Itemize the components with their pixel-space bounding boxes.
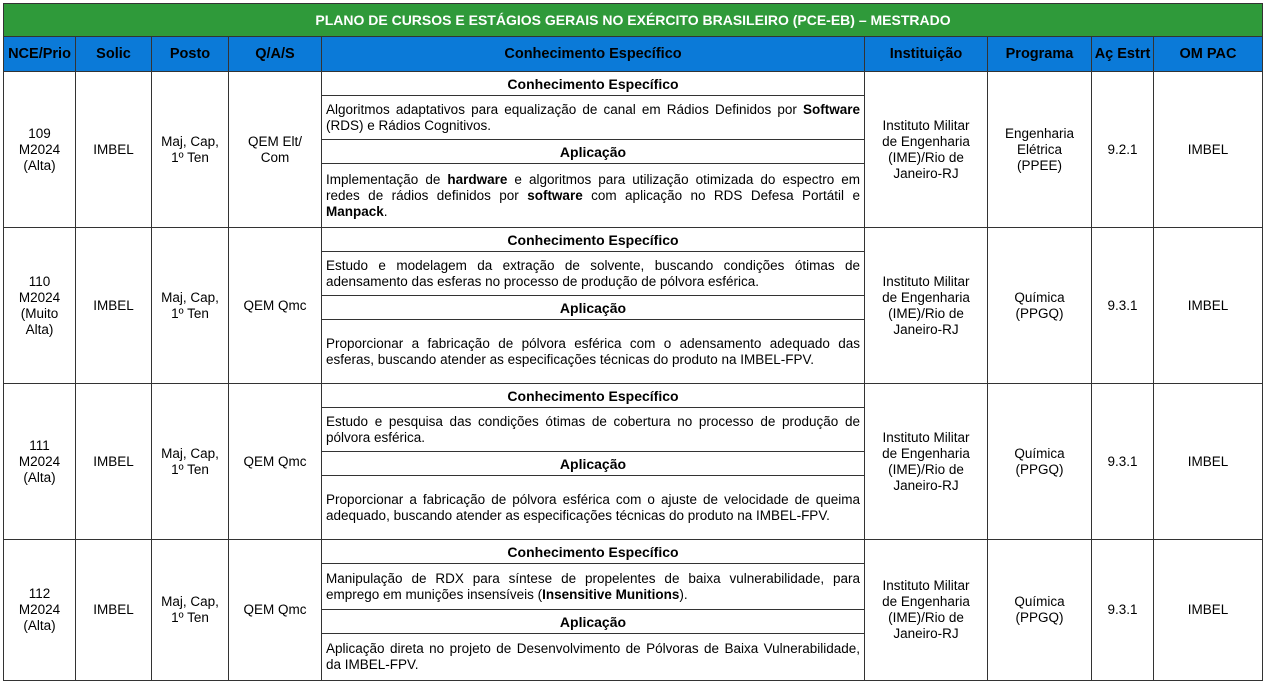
ac-estrt-cell-text: 9.3.1 [1107,453,1138,469]
application-text-body [326,492,860,524]
application-text [322,634,864,679]
knowledge-text [322,564,864,610]
programa-cell-text: Química (PPGQ) [1014,289,1065,321]
posto-cell [152,540,229,680]
nce-prio-cell [4,72,76,227]
solic-cell-text: IMBEL [93,297,134,313]
header-ac-estrt: Aç Estrt [1092,37,1154,72]
om-pac-cell-text: IMBEL [1187,297,1229,313]
knowledge-text [322,408,864,452]
programa-cell [988,228,1092,383]
application-subheader: Aplicação [322,140,864,164]
posto-cell-text: Maj, Cap, 1º Ten [161,594,219,625]
application-text [322,476,864,539]
emphasized-term: Manpack [326,203,384,219]
text-fragment: Implementação de [326,171,448,187]
solic-cell [76,72,152,227]
knowledge-text [322,252,864,296]
knowledge-subheader: Conhecimento Específico [322,384,864,408]
text-fragment: . [383,203,388,219]
text-fragment: Estudo e modelagem da extração de solvente, buscando condições ótimas de adensamento das esferas no processo de produção de pólvora esférica. [326,257,860,289]
text-fragment: Manipulação de RDX para síntese de propelentes de baixa vulnerabilidade, para emprego em munições insensíveis ( [326,570,860,602]
course-plan-table [3,3,1263,681]
posto-cell [152,72,229,227]
instituicao-cell [865,384,988,539]
table-row [4,72,1262,228]
text-fragment: Estudo e pesquisa das condições ótimas de cobertura no processo de produção de pólvora esférica. [326,413,860,445]
application-text-body [326,336,860,368]
nce-prio-cell-text: 109 M2024 (Alta) [18,125,61,173]
ac-estrt-cell [1092,72,1154,227]
solic-cell [76,540,152,680]
instituicao-cell [865,228,988,383]
text-fragment: (RDS) e Rádios Cognitivos. [326,117,492,133]
emphasized-term: Insensitive Munitions [542,586,680,602]
om-pac-cell-text: IMBEL [1187,453,1229,469]
posto-cell-text: Maj, Cap, 1º Ten [161,133,219,165]
header-posto: Posto [152,37,229,72]
text-fragment: com aplicação no RDS Defesa Portátil e [582,187,860,203]
knowledge-column [322,540,865,680]
ac-estrt-cell-text: 9.3.1 [1107,297,1138,313]
qas-cell [229,72,322,227]
instituicao-cell [865,72,988,227]
solic-cell [76,228,152,383]
application-text-body [326,172,860,220]
header-qas: Q/A/S [229,37,322,72]
table-row [4,384,1262,540]
knowledge-column [322,384,865,539]
ac-estrt-cell [1092,540,1154,680]
posto-cell-text: Maj, Cap, 1º Ten [161,445,219,477]
qas-cell [229,540,322,680]
emphasized-term: software [527,187,583,203]
text-fragment: ). [679,586,688,602]
nce-prio-cell [4,228,76,383]
qas-cell-text: QEM Qmc [243,297,307,313]
om-pac-cell-text: IMBEL [1187,602,1229,617]
qas-cell-text: QEM Qmc [243,602,307,617]
om-pac-cell [1154,72,1262,227]
nce-prio-cell [4,540,76,680]
text-fragment: e algoritmos para utilização otimizada do espectro em redes de rádios definidos por [326,171,860,203]
qas-cell [229,384,322,539]
knowledge-subheader: Conhecimento Específico [322,540,864,564]
posto-cell-text: Maj, Cap, 1º Ten [161,289,219,321]
solic-cell-text: IMBEL [93,141,134,157]
programa-cell-text: Química (PPGQ) [1014,594,1065,625]
header-instituicao: Instituição [865,37,988,72]
nce-prio-cell [4,384,76,539]
instituicao-cell-text: Instituto Militar de Engenharia (IME)/Rio de Janeiro-RJ [882,273,970,337]
om-pac-cell [1154,228,1262,383]
programa-cell [988,384,1092,539]
knowledge-text-body [326,571,860,603]
application-text [322,164,864,227]
ac-estrt-cell-text: 9.2.1 [1107,141,1138,157]
header-om-pac: OM PAC [1154,37,1262,72]
ac-estrt-cell [1092,228,1154,383]
nce-prio-cell-text: 111 M2024 (Alta) [18,437,61,485]
knowledge-subheader: Conhecimento Específico [322,72,864,96]
text-fragment: Aplicação direta no projeto de Desenvolvimento de Pólvoras de Baixa Vulnerabilidade, da IMBEL-FPV. [326,640,860,672]
programa-cell [988,72,1092,227]
instituicao-cell-text: Instituto Militar de Engenharia (IME)/Rio de Janeiro-RJ [882,429,970,493]
posto-cell [152,384,229,539]
posto-cell [152,228,229,383]
knowledge-text-body [326,102,860,134]
text-fragment: Proporcionar a fabricação de pólvora esférica com o ajuste de velocidade de queima adequado, buscando atender as especificações técnicas do produto na IMBEL-FPV. [326,491,860,523]
emphasized-term: Software [802,101,860,117]
knowledge-text-body [326,414,860,446]
programa-cell-text: Engenharia Elétrica (PPEE) [1004,125,1075,173]
header-programa: Programa [988,37,1092,72]
qas-cell-text: QEM Qmc [243,453,307,469]
text-fragment: Algoritmos adaptativos para equalização de canal em Rádios Definidos por [326,101,803,117]
knowledge-subheader: Conhecimento Específico [322,228,864,252]
ac-estrt-cell-text: 9.3.1 [1107,602,1138,617]
application-subheader: Aplicação [322,296,864,320]
solic-cell-text: IMBEL [93,602,134,617]
solic-cell-text: IMBEL [93,453,134,469]
om-pac-cell [1154,384,1262,539]
nce-prio-cell-text: 112 M2024 (Alta) [18,586,61,633]
programa-cell [988,540,1092,680]
knowledge-text-body [326,258,860,290]
qas-cell-text: QEM Elt/ Com [247,133,302,165]
table-title: PLANO DE CURSOS E ESTÁGIOS GERAIS NO EXÉRCITO BRASILEIRO (PCE-EB) – MESTRADO [4,4,1262,37]
instituicao-cell-text: Instituto Militar de Engenharia (IME)/Rio de Janeiro-RJ [882,117,970,181]
solic-cell [76,384,152,539]
header-conhecimento: Conhecimento Específico [322,37,865,72]
instituicao-cell-text: Instituto Militar de Engenharia (IME)/Rio de Janeiro-RJ [882,578,970,641]
table-row [4,228,1262,384]
om-pac-cell [1154,540,1262,680]
header-solic: Solic [76,37,152,72]
table-row [4,540,1262,680]
nce-prio-cell-text: 110 M2024 (Muito Alta) [18,273,61,337]
qas-cell [229,228,322,383]
om-pac-cell-text: IMBEL [1187,141,1229,157]
application-subheader: Aplicação [322,610,864,634]
programa-cell-text: Química (PPGQ) [1014,445,1065,477]
knowledge-text [322,96,864,140]
instituicao-cell [865,540,988,680]
application-text-body [326,641,860,673]
ac-estrt-cell [1092,384,1154,539]
knowledge-column [322,228,865,383]
header-nce-prio: NCE/Prio [4,37,76,72]
application-text [322,320,864,383]
emphasized-term: hardware [447,171,508,187]
knowledge-column [322,72,865,227]
text-fragment: Proporcionar a fabricação de pólvora esférica com o adensamento adequado das esferas, buscando atender as especificações técnicas do produto na IMBEL-FPV. [326,335,860,367]
application-subheader: Aplicação [322,452,864,476]
